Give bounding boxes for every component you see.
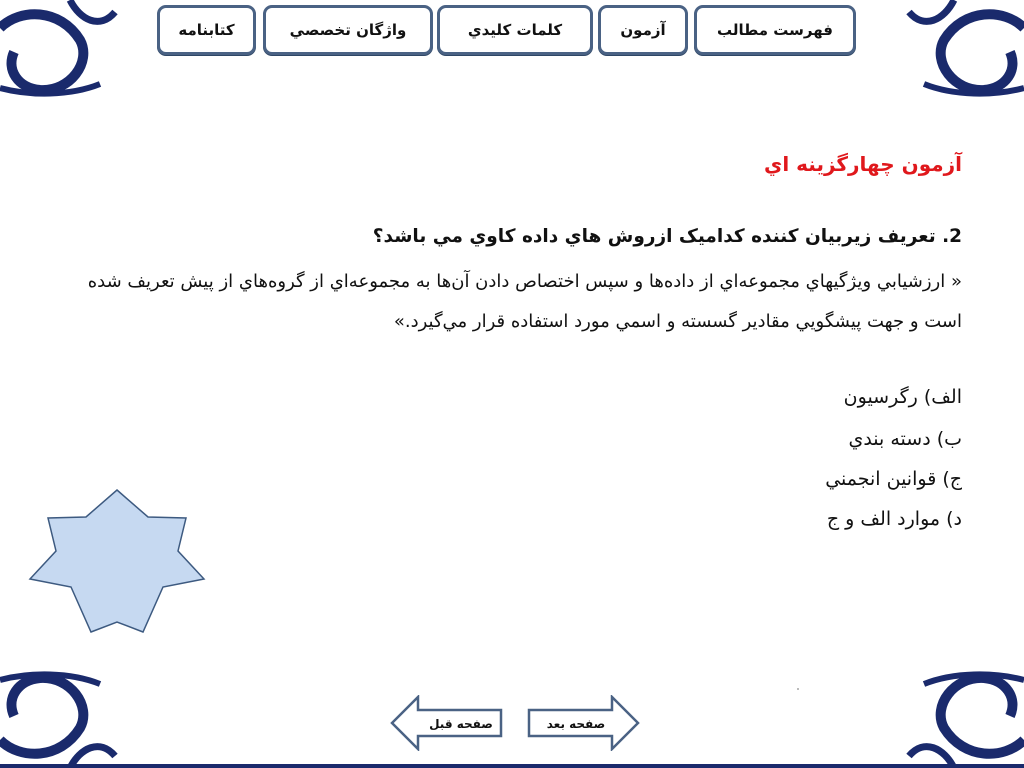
option-b[interactable]: ب) دسته بندي — [848, 428, 962, 450]
nav-button-keywords[interactable]: کلمات کليدي — [437, 5, 593, 55]
next-page-label[interactable]: صفحه بعد — [546, 717, 606, 731]
nav-button-glossary[interactable]: واژگان تخصصي — [263, 5, 433, 55]
corner-ornament-top-right — [884, 0, 1024, 100]
nav-button-toc[interactable]: فهرست مطالب — [694, 5, 856, 55]
corner-ornament-top-left — [0, 0, 120, 100]
option-a[interactable]: الف) رگرسيون — [843, 386, 962, 408]
option-c[interactable]: ج) قوانين انجمني — [825, 468, 962, 490]
bottom-border-line — [0, 764, 1024, 768]
nav-button-quiz[interactable]: آزمون — [598, 5, 688, 55]
corner-ornament-bottom-left — [0, 668, 120, 768]
question-title: 2. تعريف زيربيان كننده كداميک ازروش هاي داده كاوي مي باشد؟ — [372, 226, 962, 247]
nav-button-bibliography[interactable]: کتابنامه — [157, 5, 256, 55]
option-d[interactable]: د) موارد الف و ج — [826, 508, 962, 530]
corner-ornament-bottom-right — [884, 668, 1024, 768]
question-body: « ارزشيابي ويژگيهاي مجموعه‌اي از داده‌ها و سپس اختصاص دادن آن‌ها به مجموعه‌اي از گروه‌هاي از پيش تعريف شده است و جهت پيشگويي مقادير گسسته و اسمي مورد استفاده قرار مي‌گيرد.» — [87, 271, 962, 332]
speck — [797, 688, 799, 690]
prev-page-label[interactable]: صفحه قبل — [429, 717, 493, 731]
quiz-title: آزمون چهارگزينه اي — [764, 152, 962, 176]
star-shape — [26, 489, 208, 637]
